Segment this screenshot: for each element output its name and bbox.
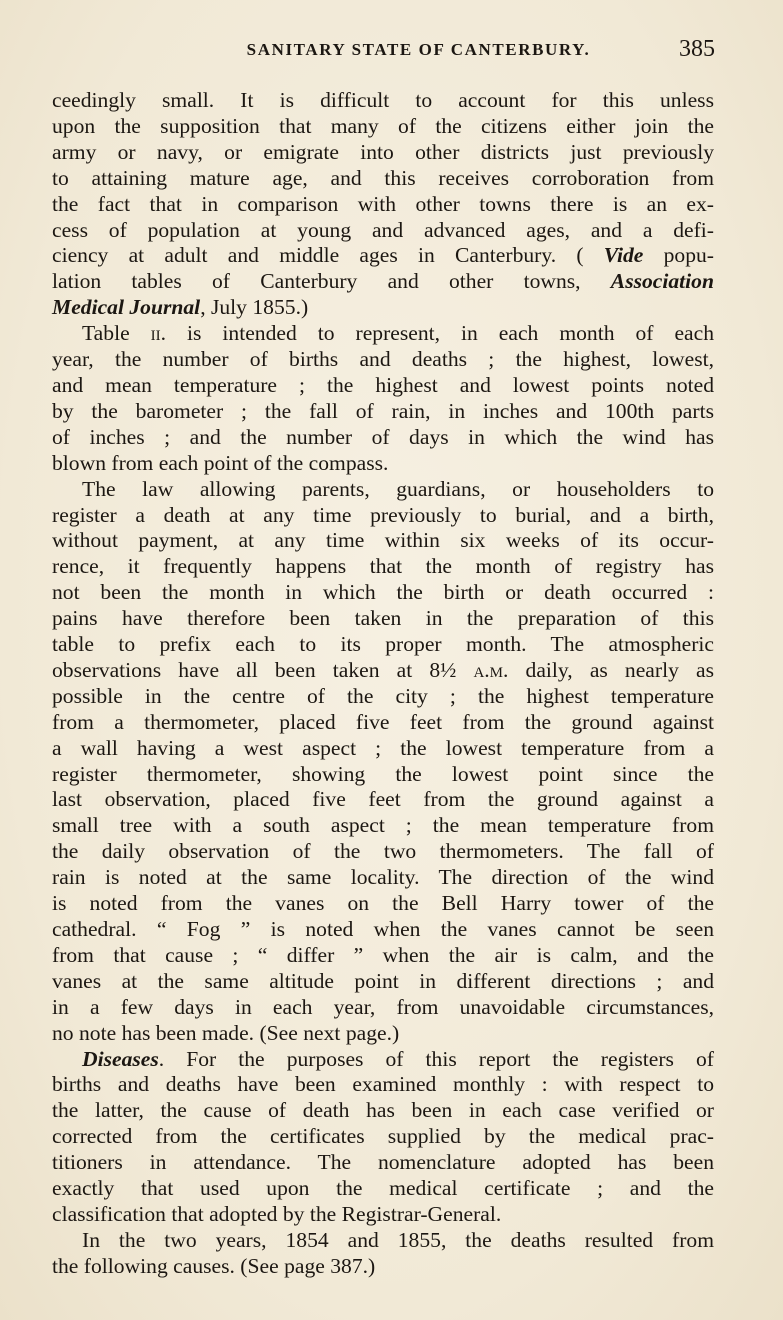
text-line: not been the month in which the birth or death occurred : xyxy=(52,580,714,605)
text-line: a wall having a west aspect ; the lowest temperature from a xyxy=(52,735,714,760)
text-line: the latter, the cause of death has been in each case verified or xyxy=(52,1098,714,1123)
page-number: 385 xyxy=(679,36,715,62)
text-line: the daily observation of the two thermometers. The fall of xyxy=(52,839,714,864)
text-line: cess of population at young and advanced ages, and a defi- xyxy=(52,217,714,242)
text-line: cathedral. “ Fog ” is noted when the vanes cannot be seen xyxy=(52,917,714,941)
text-line: from a thermometer, placed five feet from the ground against xyxy=(52,709,714,734)
text-line: upon the supposition that many of the citizens either join the xyxy=(52,113,714,138)
text-line: possible in the centre of the city ; the highest temperature xyxy=(52,683,714,708)
text-line: and mean temperature ; the highest and lowest points noted xyxy=(52,372,714,397)
text-line: the following causes. (See page 387.) xyxy=(52,1253,376,1278)
body-text xyxy=(52,88,714,1280)
text-line: blown from each point of the compass. xyxy=(52,450,389,475)
text-line: in a few days in each year, from unavoidable circumstances, xyxy=(52,994,714,1019)
text-line: ceedingly small. It is difficult to account for this unless xyxy=(52,88,714,112)
text-line: no note has been made. (See next page.) xyxy=(52,1020,400,1045)
text-line: observations have all been taken at 8½ a.m. daily, as nearly as xyxy=(52,657,714,682)
text-line: titioners in attendance. The nomenclature adopted has been xyxy=(52,1150,714,1175)
text-line: classification that adopted by the Registrar-General. xyxy=(52,1201,502,1226)
text-line: pains have therefore been taken in the preparation of this xyxy=(52,606,714,631)
text-line: vanes at the same altitude point in different directions ; and xyxy=(52,968,714,993)
paragraph-start-line: In the two years, 1854 and 1855, the deaths resulted from xyxy=(82,1227,714,1252)
text-line: register thermometer, showing the lowest point since the xyxy=(52,761,714,786)
text-line: of inches ; and the number of days in which the wind has xyxy=(52,424,714,449)
text-line: last observation, placed five feet from the ground against a xyxy=(52,787,714,812)
text-line: small tree with a south aspect ; the mean temperature from xyxy=(52,813,714,838)
running-title: SANITARY STATE OF CANTERBURY. xyxy=(246,40,591,59)
text-line: to attaining mature age, and this receives corroboration from xyxy=(52,165,714,190)
text-line: births and deaths have been examined monthly : with respect to xyxy=(52,1072,714,1097)
text-line: corrected from the certificates supplied by the medical prac- xyxy=(52,1124,714,1149)
text-line: rain is noted at the same locality. The direction of the wind xyxy=(52,865,714,890)
paragraph-start-line: The law allowing parents, guardians, or householders to xyxy=(82,476,714,501)
text-line: register a death at any time previously to burial, and a birth, xyxy=(52,502,714,527)
text-line: from that cause ; “ differ ” when the air is calm, and the xyxy=(52,942,714,967)
page-header xyxy=(52,36,715,70)
text-line: without payment, at any time within six weeks of its occur- xyxy=(52,528,714,553)
text-line: ciency at adult and middle ages in Canterbury. ( Vide popu- xyxy=(52,243,714,268)
text-line: the fact that in comparison with other towns there is an ex- xyxy=(52,191,714,216)
paragraph-start-line: Table ii. is intended to represent, in each month of each xyxy=(82,321,715,346)
text-line: table to prefix each to its proper month. The atmospheric xyxy=(52,632,714,657)
text-line: Medical Journal, July 1855.) xyxy=(52,295,309,320)
paragraph-start-line: Diseases. For the purposes of this report the registers of xyxy=(82,1046,714,1071)
text-line: exactly that used upon the medical certificate ; and the xyxy=(52,1176,714,1201)
text-line: army or navy, or emigrate into other districts just previously xyxy=(52,139,714,164)
text-line: rence, it frequently happens that the month of registry has xyxy=(52,554,714,579)
text-line: is noted from the vanes on the Bell Harry tower of the xyxy=(52,891,714,916)
section-heading-diseases: Diseases xyxy=(82,1046,159,1071)
text-line: lation tables of Canterbury and other towns, Association xyxy=(52,269,714,294)
text-line: year, the number of births and deaths ; the highest, lowest, xyxy=(52,347,714,372)
text-line: by the barometer ; the fall of rain, in inches and 100th parts xyxy=(52,398,714,423)
